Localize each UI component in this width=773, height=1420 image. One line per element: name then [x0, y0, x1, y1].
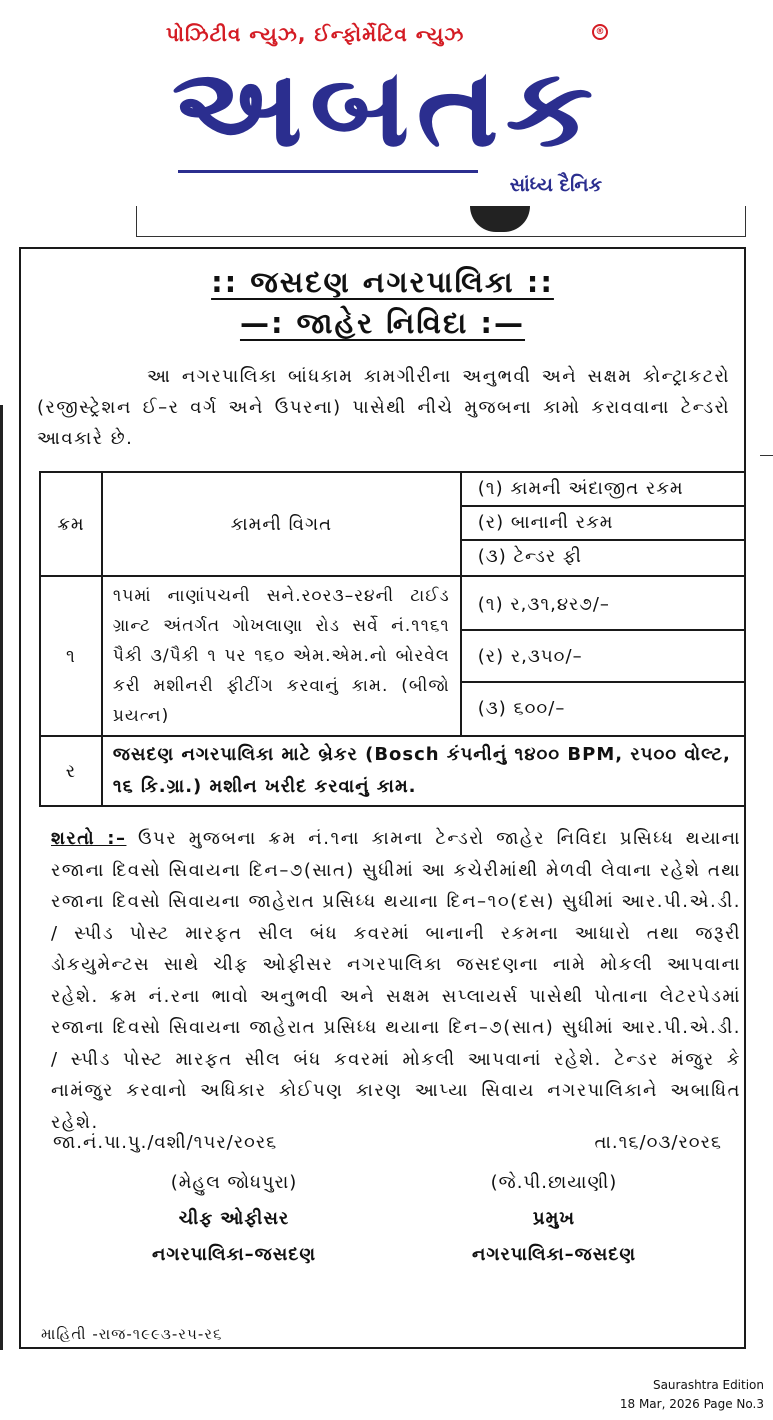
registered-mark: ® — [592, 24, 608, 40]
edition-type-label: સાંધ્ય દૈનિક — [509, 174, 602, 196]
masthead-bottom-frame — [136, 206, 746, 237]
edition-name: Saurashtra Edition — [652, 1378, 764, 1392]
works-table — [39, 471, 746, 807]
header-amount-deposit: (ર) બાનાની રકમ — [462, 507, 744, 541]
signatory-chief-officer — [89, 1165, 379, 1273]
table-row — [40, 736, 745, 806]
terms-paragraph — [51, 823, 741, 1138]
edition-footer — [620, 1376, 764, 1414]
table-header-row — [40, 472, 745, 576]
info-code: માહિતી -રાજ-૧૯૯૩-ર૫-ર૬ — [41, 1325, 223, 1343]
notice-title: :: જસદણ નગરપાલિકા :: — [211, 265, 554, 299]
signatory-title: ચીફ ઓફીસર — [178, 1208, 290, 1229]
row-amount-estimated: (૧) ર,૩૧,૪ર૭/– — [462, 579, 744, 631]
header-sr: ક્રમ — [40, 472, 102, 576]
masthead — [160, 14, 612, 204]
adjacent-column-fragment — [0, 212, 136, 232]
adjacent-column-strip — [0, 250, 14, 380]
row-sr: ૧ — [40, 576, 102, 736]
edition-date-page: 18 Mar, 2026 Page No.3 — [619, 1397, 764, 1411]
row-amounts — [461, 576, 745, 736]
row-desc: જસદણ નગરપાલિકા માટે બ્રેકર (Bosch કંપનીનું ૧૪૦૦ BPM, ર૫૦૦ વોલ્ટ, ૧૬ કિ.ગ્રા.) મશીન ખરીદ કરવાનું કામ. — [102, 736, 745, 806]
signatory-org: નગરપાલિકા–જસદણ — [471, 1244, 637, 1265]
column-divider-tick — [760, 455, 773, 456]
table-row — [40, 576, 745, 736]
header-amount-estimated: (૧) કામની અંદાજીત રકમ — [462, 473, 744, 507]
newspaper-logo: અબતક — [171, 50, 601, 168]
row-sr: ર — [40, 736, 102, 806]
terms-label: શરતો :– — [51, 828, 127, 849]
notice-intro: આ નગરપાલિકા બાંધકામ કામગીરીના અનુભવી અને સક્ષમ કોન્ટ્રાકટરો (રજીસ્ટ્રેશન ઈ–ર વર્ગ અને ઉપરના) પાસેથી નીચે મુજબના કામો કરાવવાના ટેન્ડરો આવકારે છે. — [37, 366, 730, 449]
terms-text: ઉપર મુજબના ક્રમ નં.૧ના કામના ટેન્ડરો જાહેર નિવિદા પ્રસિધ્ધ થયાના રજાના દિવસો સિવાયના દિન–૭(સાત) સુધીમાં આ કચેરીમાંથી મેળવી લેવાના રહેશે તથા રજાના દિવસો સિવાયના જાહેરાત પ્રસિધ્ધ થયાના દિન–૧૦(દસ) સુધીમાં આર.પી.એ.ડી. / સ્પીડ પોસ્ટ મારફત સીલ બંધ કવરમાં બાનાની રકમના આધારો તથા જરૂરી ડોકયુમેન્ટસ સાથે ચીફ ઓફીસર નગરપાલિકા જસદણના નામે મોકલી આપવાના રહેશે. ક્રમ નં.રના ભાવો અનુભવી અને સક્ષમ સપ્લાયર્સ પાસેથી પોતાના લેટરપેડમાં રજાના દિવસો સિવાયના જાહેરાત પ્રસિધ્ધ થયાના દિન–૭(સાત) સુધીમાં આર.પી.એ.ડી. / સ્પીડ પોસ્ટ મારફત સીલ બંધ કવરમાં મોકલી આપવાનાં રહેશે. ટેન્ડર મંજુર કે નામંજુર કરવાનો અધિકાર કોઈપણ કારણ આપ્યા સિવાય નગરપાલિકાને અબાધિત રહેશે. — [51, 828, 742, 1133]
reference-number: જા.નં.પા.પુ./વશી/૧૫ર/ર૦ર૬ — [53, 1132, 278, 1153]
signatory-president — [409, 1165, 699, 1273]
signatory-title: પ્રમુખ — [532, 1208, 576, 1229]
header-amounts — [461, 472, 745, 576]
header-amount-fee: (૩) ટેન્ડર ફી — [477, 546, 582, 567]
notice-subtitle: —: જાહેર નિવિદા :— — [239, 306, 526, 340]
tender-notice — [19, 247, 746, 1349]
header-desc: કામની વિગત — [102, 472, 461, 576]
notice-date: તા.૧૬/૦૩/ર૦ર૬ — [594, 1132, 722, 1153]
signatory-name: (મેહુલ જોધપુરા) — [170, 1172, 298, 1193]
logo-rule — [178, 170, 478, 173]
row-amount-deposit: (ર) ર,૩૫૦/– — [462, 631, 744, 683]
row-desc: ૧૫માં નાણાંપચની સને.ર૦ર૩–ર૪ની ટાઈડ ગ્રાન્ટ અંતર્ગત ગોખલાણા રોડ સર્વે નં.૧૧૬૧ પૈકી ૩/પૈકી ૧ પર ૧૬૦ એમ.એમ.નો બોરવેલ કરી મશીનરી ફીટીંગ કરવાનું કામ. (બીજો પ્રયત્ન) — [102, 576, 461, 736]
column-divider — [0, 405, 6, 1350]
signatory-org: નગરપાલિકા–જસદણ — [151, 1244, 317, 1265]
row-amount-fee: (૩) ૬૦૦/– — [477, 698, 566, 719]
signatory-name: (જે.પી.છાયાણી) — [490, 1172, 618, 1193]
masthead-tagline: પોઝિટીવ ન્યુઝ, ઈન્ફોર્મેટિવ ન્યુઝ — [166, 22, 465, 46]
